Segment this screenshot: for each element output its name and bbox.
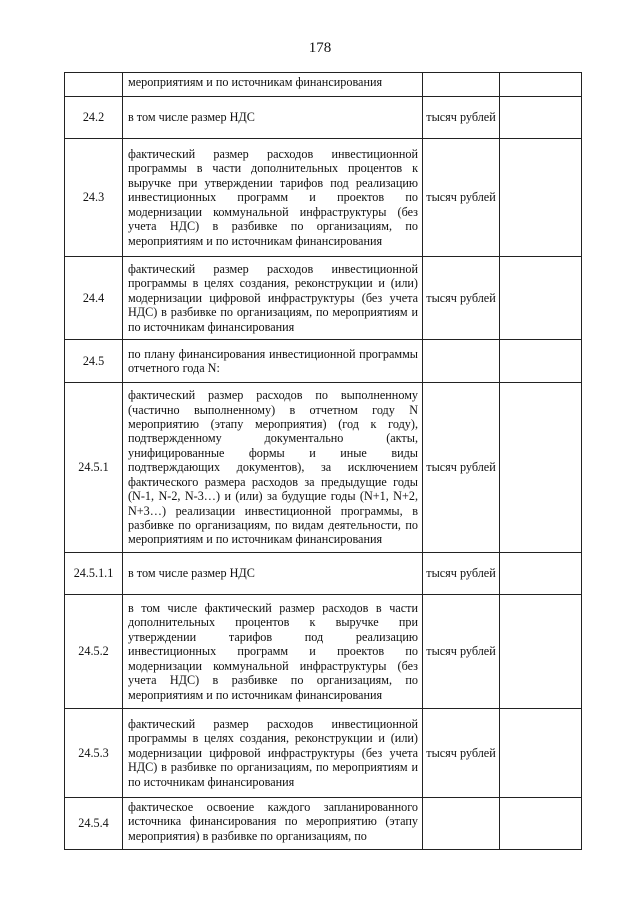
row-description: в том числе размер НДС [123,553,423,595]
table-row [65,139,582,257]
empty-cell [500,553,582,595]
table-row [65,340,582,383]
row-description: фактический размер расходов инвестиционной программы в части дополнительных процентов к выручке при утверждении тарифов под реализацию инвестиционных программ и проектов по модернизации коммунальной инфраструктуры (без учета НДС) в разбивке по организациям, по мероприятиям и по источникам финансирования [123,139,423,257]
table-row [65,383,582,553]
row-unit: тысяч рублей [423,553,500,595]
table-row [65,553,582,595]
row-number: 24.5 [65,340,123,383]
empty-cell [500,257,582,340]
empty-cell [500,340,582,383]
row-unit [423,798,500,850]
empty-cell [500,709,582,798]
row-description: мероприятиям и по источникам финансирования [123,73,423,97]
empty-cell [500,97,582,139]
row-description: в том числе размер НДС [123,97,423,139]
row-number: 24.5.3 [65,709,123,798]
row-unit [423,73,500,97]
row-number [65,73,123,97]
row-description: фактическое освоение каждого запланированного источника финансирования по мероприятию (этапу мероприятия) в разбивке по организациям, по [123,798,423,850]
row-unit: тысяч рублей [423,257,500,340]
table-row [65,73,582,97]
row-description: фактический размер расходов инвестиционной программы в целях создания, реконструкции и (или) модернизации цифровой инфраструктуры (без учета НДС) в разбивке по организациям, по мероприятиям и по источникам финансирования [123,257,423,340]
row-unit: тысяч рублей [423,139,500,257]
row-description: в том числе фактический размер расходов в части дополнительных процентов к выручке при утверждении тарифов под реализацию инвестиционных программ и проектов по модернизации коммунальной инфраструктуры (без учета НДС) в разбивке по организациям, по мероприятиям и по источникам финансирования [123,595,423,709]
table-row [65,595,582,709]
row-number: 24.2 [65,97,123,139]
row-number: 24.4 [65,257,123,340]
row-number: 24.5.4 [65,798,123,850]
row-unit: тысяч рублей [423,383,500,553]
table-row [65,257,582,340]
page-number: 178 [308,40,332,56]
empty-cell [500,595,582,709]
row-unit: тысяч рублей [423,97,500,139]
row-number: 24.5.1.1 [65,553,123,595]
row-number: 24.3 [65,139,123,257]
empty-cell [500,798,582,850]
row-description: фактический размер расходов по выполненному (частично выполненному) в отчетном году N мероприятию (этапу мероприятия) (год к году), подтвержденному документально (акты, унифицированные формы и иные виды подтверждающих документов), за исключением фактического размера расходов за предыдущие годы (N-1, N-2, N-3…) и (или) за будущие годы (N+1, N+2, N+3…) реализации инвестиционной программы, в разбивке по организациям, по видам деятельности, по мероприятиям и по источникам финансирования [123,383,423,553]
row-unit: тысяч рублей [423,709,500,798]
row-unit [423,340,500,383]
empty-cell [500,73,582,97]
row-unit: тысяч рублей [423,595,500,709]
table-row [65,798,582,850]
row-description: по плану финансирования инвестиционной программы отчетного года N: [123,340,423,383]
empty-cell [500,383,582,553]
row-description: фактический размер расходов инвестиционной программы в целях создания, реконструкции и (или) модернизации цифровой инфраструктуры (без учета НДС) в разбивке по организациям, по мероприятиям и по источникам финансирования [123,709,423,798]
row-number: 24.5.2 [65,595,123,709]
row-number: 24.5.1 [65,383,123,553]
report-table [64,72,582,850]
table-row [65,97,582,139]
empty-cell [500,139,582,257]
table-row [65,709,582,798]
